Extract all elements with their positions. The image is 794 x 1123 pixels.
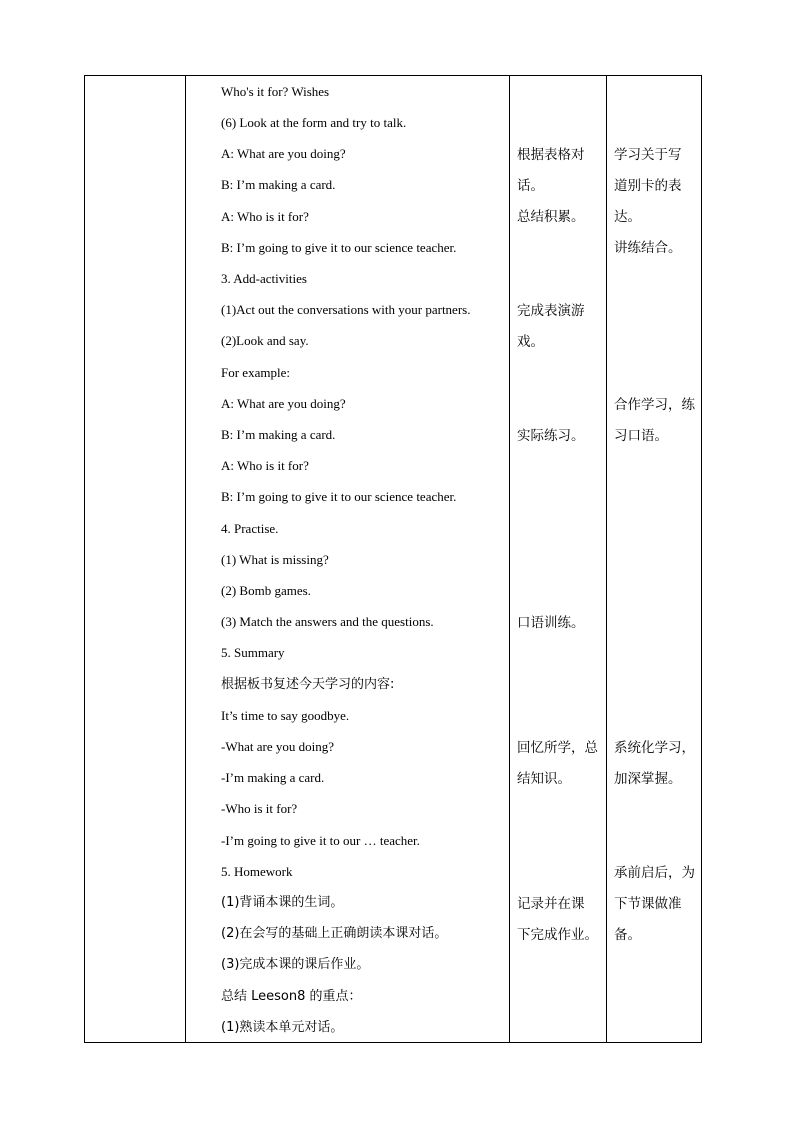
process-line: A: Who is it for? — [221, 458, 309, 473]
process-line: 4. Practise. — [221, 521, 279, 536]
column-divider — [185, 76, 186, 1042]
student-activity: 口语训练。 — [517, 615, 585, 631]
process-line: (1)Act out the conversations with your partners. — [221, 302, 471, 317]
design-intent: 达。 — [614, 209, 641, 225]
process-line: (2) Bomb games. — [221, 583, 311, 598]
process-line: 5. Summary — [221, 645, 285, 660]
process-line: It’s time to say goodbye. — [221, 708, 350, 723]
process-line: (3)完成本课的课后作业。 — [221, 957, 370, 972]
process-line: B: I’m making a card. — [221, 177, 336, 192]
design-intent: 下节课做准 — [614, 896, 682, 912]
process-line: -What are you doing? — [221, 739, 334, 754]
process-line: 5. Homework — [221, 864, 293, 879]
lesson-plan-table — [84, 75, 702, 1043]
process-line: 总结 Leeson8 的重点： — [221, 989, 362, 1004]
process-line: 3. Add-activities — [221, 271, 307, 286]
design-intent: 道别卡的表 — [614, 178, 682, 194]
design-intent: 承前启后，为 — [614, 865, 695, 881]
student-activity: 戏。 — [517, 334, 544, 350]
process-line: 根据板书复述今天学习的内容: — [221, 677, 395, 692]
student-activity: 总结积累。 — [517, 209, 585, 225]
student-activity: 下完成作业。 — [517, 927, 598, 943]
process-line: For example: — [221, 365, 290, 380]
design-intent: 合作学习，练 — [614, 397, 695, 413]
design-intent: 备。 — [614, 927, 641, 943]
student-activity: 话。 — [517, 178, 544, 194]
process-line: -I’m going to give it to our … teacher. — [221, 833, 420, 848]
process-line: (2)在会写的基础上正确朗读本课对话。 — [221, 926, 448, 941]
design-intent: 系统化学习， — [614, 740, 695, 756]
process-line: (2)Look and say. — [221, 333, 309, 348]
process-line: (3) Match the answers and the questions. — [221, 614, 434, 629]
process-line: B: I’m going to give it to our science teacher. — [221, 489, 457, 504]
process-line: (1)熟读本单元对话。 — [221, 1020, 344, 1035]
process-line: (1) What is missing? — [221, 552, 329, 567]
process-line: -Who is it for? — [221, 801, 298, 816]
student-activity: 完成表演游 — [517, 303, 585, 319]
student-activity: 结知识。 — [517, 771, 571, 787]
process-line: A: Who is it for? — [221, 209, 309, 224]
process-line: A: What are you doing? — [221, 146, 346, 161]
process-line: B: I’m going to give it to our science teacher. — [221, 240, 457, 255]
design-intent: 讲练结合。 — [614, 240, 682, 256]
student-activity: 记录并在课 — [517, 896, 585, 912]
teaching-process-column — [221, 76, 511, 1042]
student-activity: 回忆所学，总 — [517, 740, 598, 756]
process-line: -I’m making a card. — [221, 770, 325, 785]
design-intent: 习口语。 — [614, 428, 668, 444]
student-activity: 实际练习。 — [517, 428, 585, 444]
student-activity: 根据表格对 — [517, 147, 585, 163]
process-line: B: I’m making a card. — [221, 427, 336, 442]
column-divider — [606, 76, 607, 1042]
design-intent: 学习关于写 — [614, 147, 682, 163]
process-line: (6) Look at the form and try to talk. — [221, 115, 407, 130]
process-line: A: What are you doing? — [221, 396, 346, 411]
process-line: Who's it for? Wishes — [221, 84, 330, 99]
process-line: (1)背诵本课的生词。 — [221, 895, 344, 910]
design-intent: 加深掌握。 — [614, 771, 682, 787]
